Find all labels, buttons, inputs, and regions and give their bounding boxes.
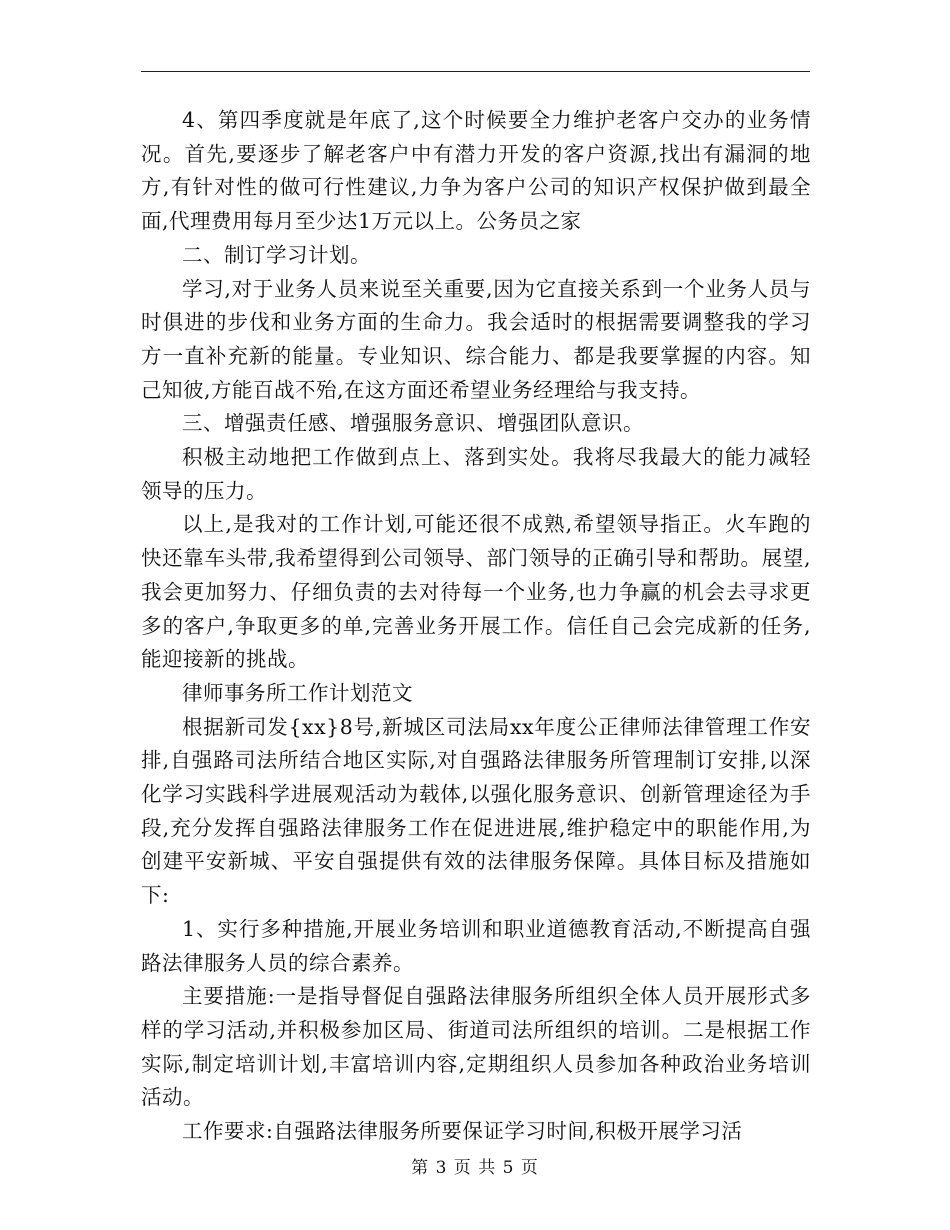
document-body bbox=[141, 104, 811, 1149]
paragraph-law-firm-intro: 根据新司发{xx}8号,新城区司法局xx年度公正律师法律管理工作安排,自强路司法所结合地区实际,对自强路法律服务所管理制订安排,以深化学习实践科学进展观活动为载体,以强化服务意识、创新管理途径为手段,充分发挥自强路法律服务工作在促进进展,维护稳定中的职能作用,为创建平安新城、平安自强提供有效的法律服务保障。具体目标及措施如下: bbox=[141, 714, 811, 908]
header-rule bbox=[141, 71, 810, 72]
paragraph-q4-plan: 4、第四季度就是年底了,这个时候要全力维护老客户交办的业务情况。首先,要逐步了解老客户中有潜力开发的客户资源,找出有漏洞的地方,有针对性的做可行性建议,力争为客户公司的知识产权保护做到最全面,代理费用每月至少达1万元以上。公务员之家 bbox=[141, 108, 811, 234]
heading-study-plan: 二、制订学习计划。 bbox=[182, 242, 371, 267]
heading-responsibility: 三、增强责任感、增强服务意识、增强团队意识。 bbox=[182, 411, 644, 436]
paragraph-measure-1: 1、实行多种措施,开展业务培训和职业道德教育活动,不断提高自强路法律服务人员的综合素养。 bbox=[141, 916, 811, 975]
paragraph-study: 学习,对于业务人员来说至关重要,因为它直接关系到一个业务人员与时俱进的步伐和业务方面的生命力。我会适时的根据需要调整我的学习方一直补充新的能量。专业知识、综合能力、都是我要掌握的内容。知己知彼,方能百战不殆,在这方面还希望业务经理给与我支持。 bbox=[141, 276, 811, 402]
paragraph-conclusion: 以上,是我对的工作计划,可能还很不成熟,希望领导指正。火车跑的快还靠车头带,我希望得到公司领导、部门领导的正确引导和帮助。展望,我会更加努力、仔细负责的去对待每一个业务,也力争赢的机会去寻求更多的客户,争取更多的单,完善业务开展工作。信任自己会完成新的任务,能迎接新的挑战。 bbox=[141, 512, 811, 672]
section-title-law-firm-plan: 律师事务所工作计划范文 bbox=[182, 680, 413, 705]
paragraph-main-measures: 主要措施:一是指导督促自强路法律服务所组织全体人员开展形式多样的学习活动,并积极参加区局、街道司法所组织的培训。二是根据工作实际,制定培训计划,丰富培训内容,定期组织人员参加各种政治业务培训活动。 bbox=[141, 984, 811, 1110]
page-number-footer: 第 3 页 共 5 页 bbox=[411, 1158, 539, 1178]
paragraph-work-requirements: 工作要求:自强路法律服务所要保证学习时间,积极开展学习活 bbox=[182, 1119, 743, 1144]
paragraph-initiative: 积极主动地把工作做到点上、落到实处。我将尽我最大的能力减轻领导的压力。 bbox=[141, 445, 811, 503]
